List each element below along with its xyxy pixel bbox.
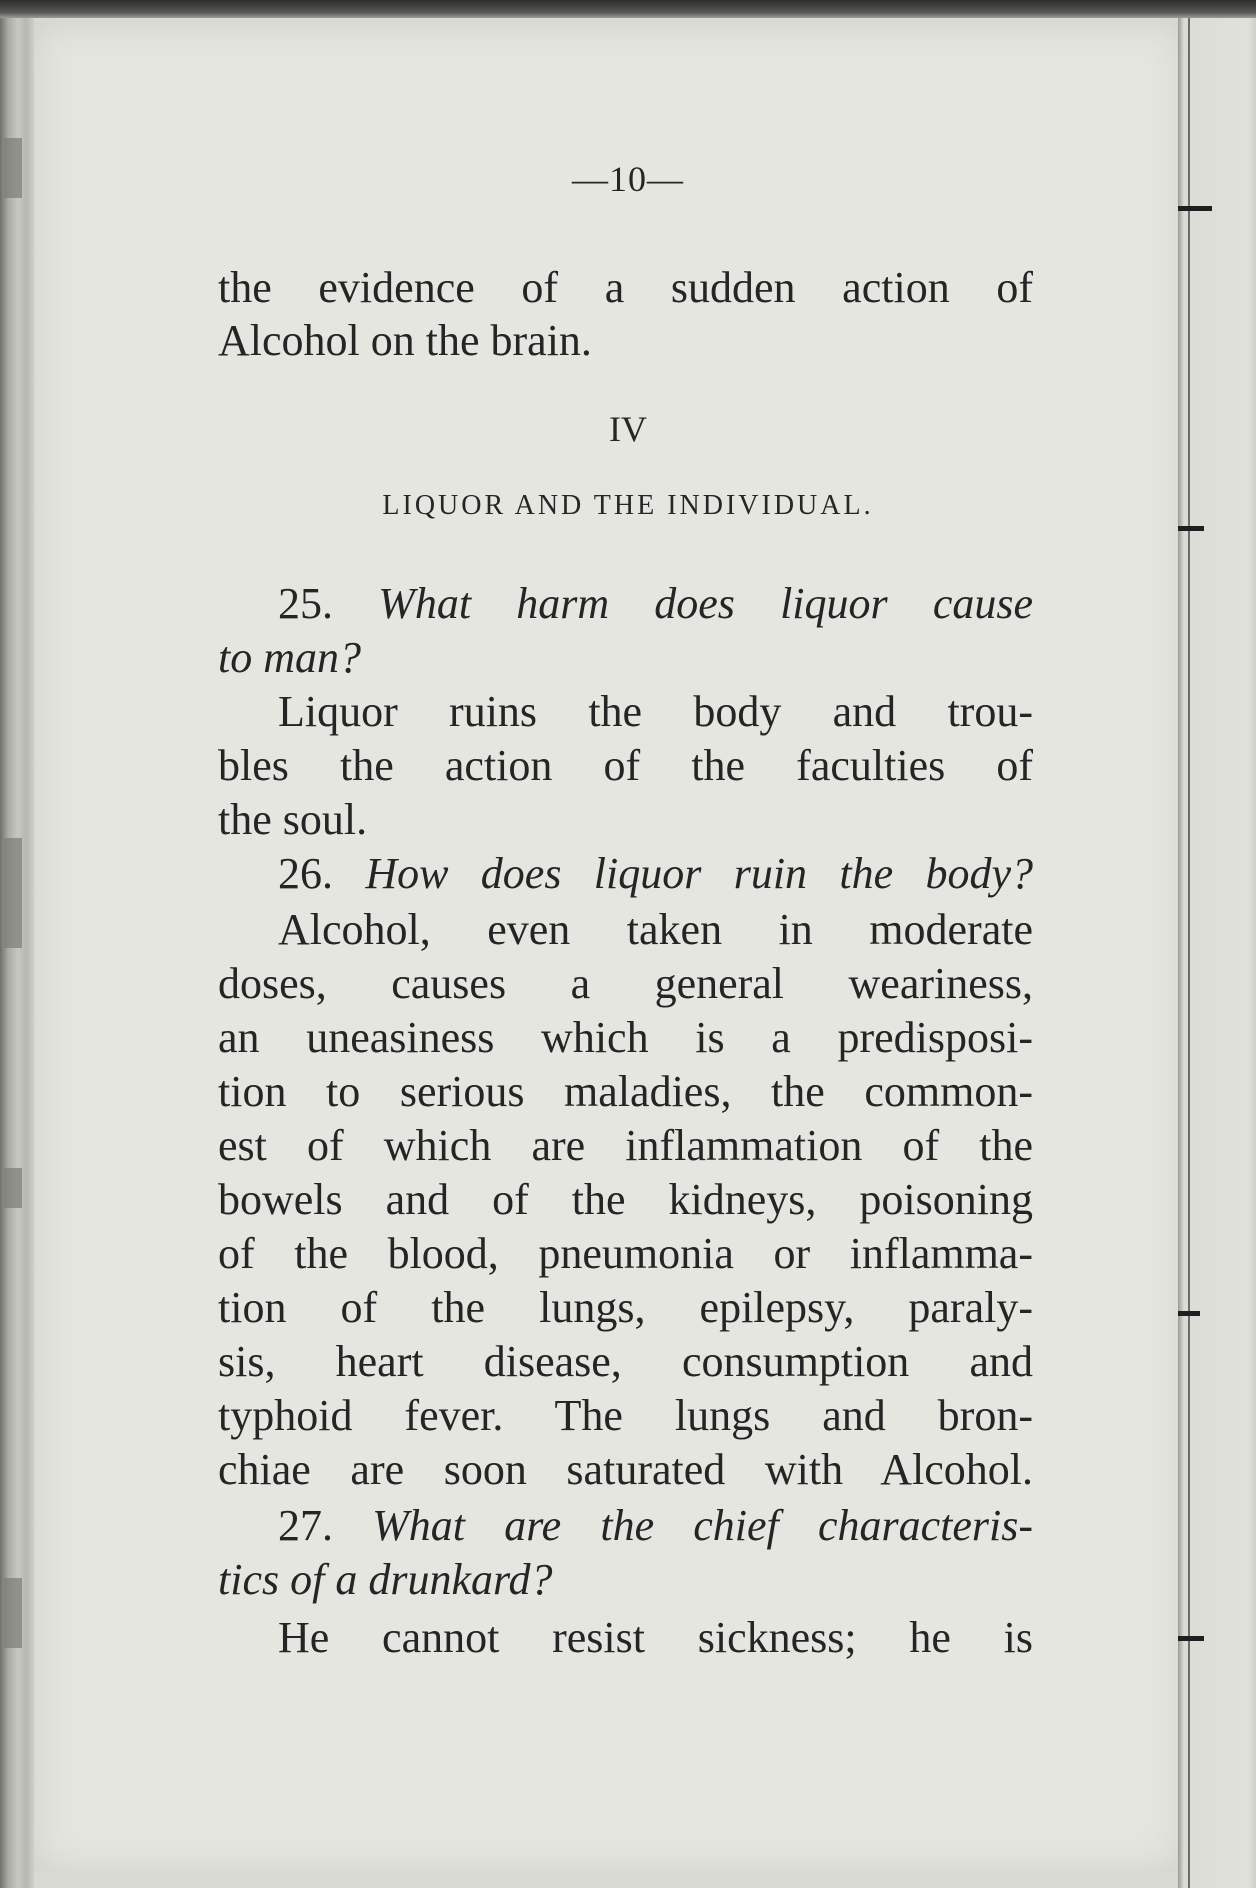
- text-line: [218, 1174, 1033, 1226]
- text-line: [278, 1612, 1033, 1664]
- text-line: [218, 315, 1033, 367]
- text-line: [218, 1336, 1033, 1388]
- question-text: How does liquor ruin the body?: [365, 849, 1033, 898]
- text-line: [218, 262, 1033, 314]
- line-text: tion to serious maladies, the common-: [218, 1067, 1033, 1116]
- line-text: tion of the lungs, epilepsy, paraly-: [218, 1283, 1033, 1332]
- text-line: [218, 794, 1033, 846]
- line-text: sis, heart disease, consumption and: [218, 1337, 1033, 1386]
- line-text: Alcohol on the brain.: [218, 316, 592, 365]
- text-line: [278, 1500, 1033, 1552]
- text-line: [278, 578, 1033, 630]
- question-number: 25.: [278, 579, 379, 628]
- line-text: the evidence of a sudden action of: [218, 263, 1033, 312]
- text-line: [278, 686, 1033, 738]
- section-heading: LIQUOR AND THE INDIVIDUAL.: [382, 490, 874, 521]
- text-line: [278, 848, 1033, 900]
- book-binding-edge: [0, 18, 34, 1888]
- line-text: of the blood, pneumonia or inflamma-: [218, 1229, 1033, 1278]
- line-text: bowels and of the kidneys, poisoning: [218, 1175, 1033, 1224]
- facing-page-edge: [1178, 18, 1256, 1888]
- text-line: [218, 1444, 1033, 1496]
- text-line: [218, 1282, 1033, 1334]
- section-number: IV: [609, 409, 647, 449]
- text-line: [218, 1390, 1033, 1442]
- text-line: [218, 740, 1033, 792]
- text-line: [278, 904, 1033, 956]
- line-text: He cannot resist sickness; he is: [278, 1613, 1033, 1662]
- line-text: Alcohol, even taken in moderate: [278, 905, 1033, 954]
- question-text: What harm does liquor cause: [378, 579, 1033, 628]
- line-text: chiae are soon saturated with Alcohol.: [218, 1445, 1033, 1494]
- question-text: to man?: [218, 633, 361, 682]
- line-text: bles the action of the faculties of: [218, 741, 1033, 790]
- line-text: Liquor ruins the body and trou-: [278, 687, 1033, 736]
- question-number: 26.: [278, 849, 366, 898]
- page-number: —10—: [572, 159, 684, 199]
- text-line: [218, 1554, 1033, 1606]
- line-text: est of which are inflammation of the: [218, 1121, 1033, 1170]
- text-line: [218, 958, 1033, 1010]
- text-line: [218, 1066, 1033, 1118]
- text-line: [218, 1228, 1033, 1280]
- scan-top-edge: [0, 0, 1256, 18]
- text-line: [218, 1012, 1033, 1064]
- question-number: 27.: [278, 1501, 373, 1550]
- line-text: an uneasiness which is a predisposi-: [218, 1013, 1033, 1062]
- text-line: [218, 1120, 1033, 1172]
- line-text: typhoid fever. The lungs and bron-: [218, 1391, 1033, 1440]
- line-text: the soul.: [218, 795, 368, 844]
- question-text: tics of a drunkard?: [218, 1555, 553, 1604]
- question-text: What are the chief characteris-: [372, 1501, 1033, 1550]
- text-line: [218, 632, 1033, 684]
- line-text: doses, causes a general weariness,: [218, 959, 1033, 1008]
